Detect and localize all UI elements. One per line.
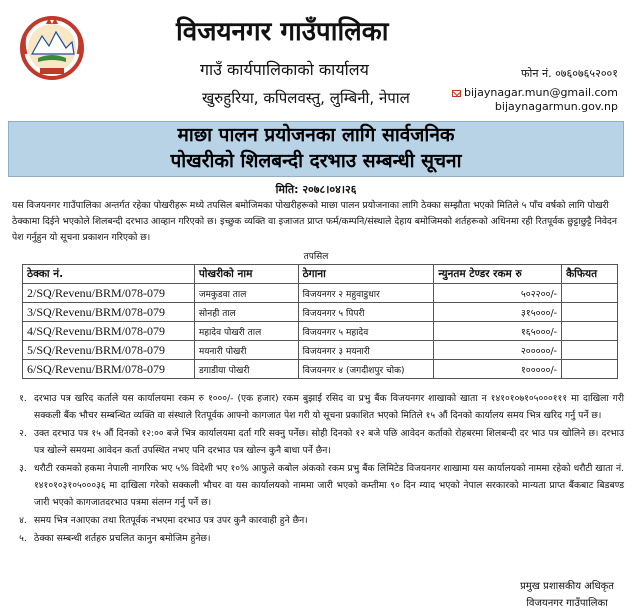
pond-name-cell: मयनारी पोखरी	[194, 341, 298, 360]
intro-paragraph: यस विजयनगर गाउँपालिका अन्तर्गत रहेका पोखरीहरू मध्ये तपसिल बमोजिमका पोखरीहरूको माछा पालन प्रयोजनाका लागि ठेक्का सम्झौता भएको मितिले ५ पाँच वर्षको लागि पोखरी ठेक्कामा दिईने भएकोले शिलबन्दी दरभाउ आव्हान गरिएको छ। इच्छुक व्यक्ति वा इजाजत प्राप्त फर्म/कम्पनि/संस्थाले देहाय बमोजिमको शर्तहरूको अधिनमा रही रितपूर्वक छुट्टाछुट्टै निवेदन पेश गर्नुहुन यो सूचना प्रकाशन गरिएको छ।	[12, 200, 618, 243]
remarks-cell	[562, 303, 618, 322]
col-header-remarks: कैफियत	[562, 265, 618, 284]
location-cell: विजयनगर ५ महादेव	[298, 322, 434, 341]
notice-title-line1: माछा पालन प्रयोजनका लागि सार्वजनिक	[177, 124, 455, 146]
col-header-min-amount: न्युनतम टेण्डर रकम रु	[434, 265, 562, 284]
notice-title-banner	[8, 121, 624, 177]
condition-text: समय भित्र नआएका तथा रितपूर्वक नभएमा दरभाउ पत्र उपर कुनै कारवाही हुने छैन।	[34, 515, 308, 526]
list-item	[12, 530, 624, 547]
remarks-cell	[562, 341, 618, 360]
col-header-location: ठेगाना	[298, 265, 434, 284]
table-caption: तपसिल	[303, 252, 329, 262]
letterhead	[0, 0, 632, 120]
conditions-list	[12, 390, 624, 548]
pond-name-cell: डगाडीया पोखरी	[194, 360, 298, 379]
pond-name-cell: महादेव पोखरी ताल	[194, 322, 298, 341]
phone-number: फोन नं. ०७६०७६५२००१	[521, 67, 618, 80]
website: bijaynagarmun.gov.np	[494, 100, 618, 113]
table-row	[23, 341, 618, 360]
remarks-cell	[562, 322, 618, 341]
contract-no-cell: 6/SQ/Revenu/BRM/078-079	[23, 360, 195, 379]
org-name: विजयनगर गाउँपालिका	[176, 17, 389, 47]
list-item	[12, 512, 624, 529]
office-name: गाउँ कार्यपालिकाको कार्यालय	[200, 60, 369, 79]
amount-cell: १०००००/-	[434, 360, 562, 379]
table-row	[23, 303, 618, 322]
table-row	[23, 360, 618, 379]
condition-text: दरभाउ पत्र खरिद कर्ताले यस कार्यालयमा रकम रु १०००/- (एक हजार) रकम बुझाई रसिद वा प्रभु बैंक विजयनगर शाखाको खाता न १४१०१०७१०५०००१११ मा दाखिला गरी सक्कली बैंक भौचर सम्बन्धित व्यक्ति वा संस्थाले रितपूर्वक आफ्नो कागजात पेश गरी यो सूचना प्रकाशित भएको मितिले १५ औं दिनको कार्यालय समय भित्र खरिद गर्नु पर्ने छ।	[34, 393, 624, 421]
contract-no-cell: 2/SQ/Revenu/BRM/078-079	[23, 284, 195, 303]
table-header-row	[23, 265, 618, 284]
condition-text: उक्त दरभाउ पत्र १५ औं दिनको १२:०० बजे भित्र कार्यालयमा दर्ता गरि सक्नु पर्नेछ। सोही दिनको १२ बजे पछि आवेदन कर्ताको रोहबरमा शिलबन्दी दर भाउ पत्र खोलिने छ। दरभाउ पत्र खोल्ने समयमा आवेदन कर्ता उपस्थित नभए पनि दरभाउ पत्र खोल्न कुनै बाधा पर्ने छैन।	[34, 428, 624, 456]
location-cell: विजयनगर ४ (जगदीशपुर चोक)	[298, 360, 434, 379]
email-address	[452, 86, 618, 99]
contract-no-cell: 3/SQ/Revenu/BRM/078-079	[23, 303, 195, 322]
condition-number: ४.	[19, 515, 27, 526]
remarks-cell	[562, 360, 618, 379]
list-item	[12, 425, 624, 459]
amount-cell: २०००००/-	[434, 341, 562, 360]
signatory-designation: प्रमुख प्रशासकीय अधिकृत	[520, 581, 614, 592]
amount-cell: ५०२२००/-	[434, 284, 562, 303]
signatory-office: विजयनगर गाउँपालिका	[526, 598, 608, 609]
col-header-contract-no: ठेक्का नं.	[23, 265, 195, 284]
tender-table	[22, 264, 618, 379]
condition-number: ३.	[19, 463, 27, 474]
remarks-cell	[562, 284, 618, 303]
table-row	[23, 284, 618, 303]
notice-date: मिति: २०७८।०४।२६	[275, 183, 357, 196]
col-header-pond-name: पोखरीको नाम	[194, 265, 298, 284]
nepal-emblem-icon	[16, 14, 88, 80]
table-row	[23, 322, 618, 341]
condition-number: १.	[19, 393, 27, 404]
amount-cell: ३१५०००/-	[434, 303, 562, 322]
gmail-icon	[452, 90, 461, 97]
condition-text: धरौटी रकमको हकमा नेपाली नागरिक भए ५% विदेशी भए १०% आफुले कबोल अंकको रकम प्रभु बैंक लिमिटेड विजयनगर शाखामा यस कार्यालयको नाममा रहेको धरौटी खाता नं. १४१०१०३१०५०००३६ मा दाखिला गरेको सक्कली भौचर वा यस कार्यालयको नाममा जारी भएको कम्तीमा ९० दिन म्याद भएको नेपाल सरकारको मान्यता प्राप्त बैंकबाट बिडबण्ड जारी भएको कागजातदरभाउ पत्रमा संलग्न गर्नु पर्ने छ।	[34, 463, 624, 508]
location-cell: विजयनगर ५ पिपरी	[298, 303, 434, 322]
signature-block	[520, 578, 614, 612]
condition-text: ठेक्का सम्बन्धी शर्तहरु प्रचलित कानुन बमोजिम हुनेछ।	[34, 533, 211, 544]
location-cell: विजयनगर २ महुवाडुधार	[298, 284, 434, 303]
office-address: खुरुहुरिया, कपिलवस्तु, लुम्बिनी, नेपाल	[202, 89, 410, 107]
email-text: bijaynagar.mun@gmail.com	[464, 86, 618, 99]
condition-number: ५.	[19, 533, 27, 544]
amount-cell: १६५०००/-	[434, 322, 562, 341]
location-cell: विजयनगर ३ मयनारी	[298, 341, 434, 360]
notice-title-line2: पोखरीको शिलबन्दी दरभाउ सम्बन्धी सूचना	[170, 150, 462, 172]
contract-no-cell: 5/SQ/Revenu/BRM/078-079	[23, 341, 195, 360]
pond-name-cell: सोनही ताल	[194, 303, 298, 322]
pond-name-cell: जमकुडवा ताल	[194, 284, 298, 303]
list-item	[12, 390, 624, 424]
condition-number: २.	[19, 428, 27, 439]
contract-no-cell: 4/SQ/Revenu/BRM/078-079	[23, 322, 195, 341]
list-item	[12, 460, 624, 511]
